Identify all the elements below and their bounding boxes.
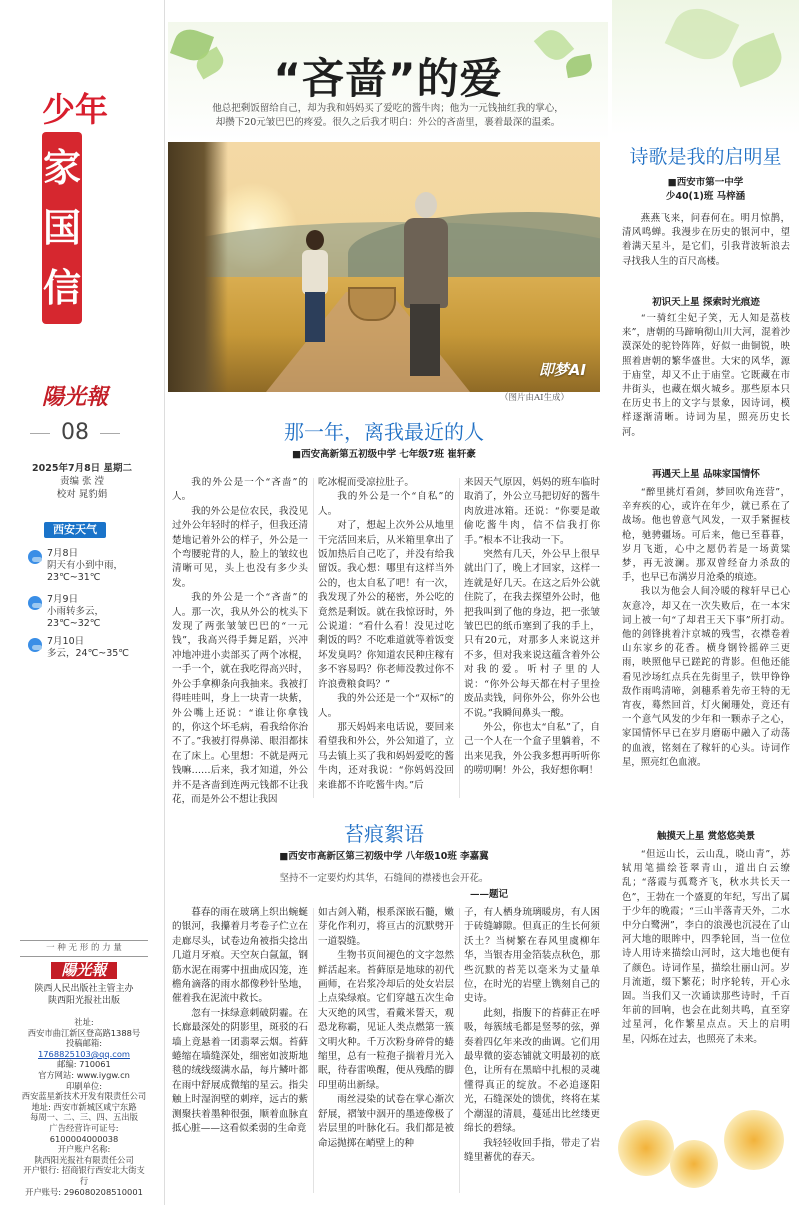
footer-sponsor-1: 陕西人民出版社主管主办: [34, 984, 134, 994]
article1-subhead: [188, 102, 588, 130]
weather-temp: 23℃~32℃: [47, 618, 101, 629]
footer-website-link[interactable]: 官方网站: www.iygw.cn: [38, 1069, 130, 1080]
paragraph: 如古剑入鞘，根系深嵌石髓，嫩芽化作利刃，将亘古的沉默劈开一道裂缝。: [318, 907, 454, 947]
paragraph: “但远山长，云山乱，晓山青”，苏轼用笔描绘苍翠青山，道出白云缭乱；“落霞与孤鹜齐飞，秋水共长天一色”，王勃在一个盛夏的年纪，写出了属于少年的晚霞；“三山半落青天外，二水中分白鹭洲”，李白的浪漫也沉浸在了山河大地的眼眸中，四季轮回，当一位位诗人用诗来描绘山河时，这大地也便有了颜色。诗词作星，描绘壮丽山河。岁月流逝，缀下繁花；时序轮转，开心永固。当我们又一次诵读那些诗时，千百年前的回响，也会在此刻共鸣，直至穿过星河，化作繁星点点。天上的启明星，闪烁在过去，也照亮了未来。: [622, 849, 790, 1045]
footer-line: 投稿邮箱:: [66, 1038, 102, 1049]
article3-section2: [622, 486, 790, 820]
article3-intro: [622, 212, 790, 286]
issue-info: [22, 462, 142, 501]
cloud-rain-icon: [28, 550, 42, 564]
issue-date: 2025年7月8日 星期二: [32, 463, 132, 474]
article1-column-1: [172, 476, 308, 806]
article3-byline: [612, 176, 799, 204]
weather-day: [28, 594, 148, 630]
paragraph: 雨丝浸染的试卷在掌心渐次舒展，褶皱中洇开的墨迹像极了岩层里的叶脉化石。我们都是被命运抛掷在峭壁上的种: [318, 1094, 454, 1149]
subhead-line: 他总把剩饭留给自己，却为我和妈妈买了爱吃的酱牛肉；他为一元钱抽红我的掌心，: [212, 103, 564, 114]
paper-logo: 陽光報: [42, 384, 109, 410]
flower-decoration: [670, 1140, 718, 1188]
subhead-line: 却攒下20元皱巴巴的疼爱。很久之后我才明白：外公的吝啬里，裹着最深的温柔。: [215, 117, 561, 128]
paragraph: 忽有一抹绿意刺破阴霾。在长廊最深处的阴影里，斑驳的石墙上竟悬着一团翡翠云烟。苔藓蜷缩在墙缝深处，细密如波斯地毯的绒线缀满水晶，每片鳞叶都在雨中舒展成微缩的星云。指尖触上时湿润壁的刺痒，远古的紫测聚扶着墨种很强，顺着血脉直抵心脏——这看似柔弱的生命竟: [172, 1007, 308, 1135]
column-divider: [459, 478, 460, 798]
footer-line: 社址:: [74, 1017, 94, 1027]
article3-section1-title: 初识天上星 探索时光痕迹: [652, 297, 760, 308]
photo-caption: （图片由AI生成）: [500, 393, 569, 403]
article2-title: 苔痕絮语: [344, 822, 424, 846]
paragraph: 我轻轻收回手指，带走了岩缝里蓄优的春天。: [464, 1137, 600, 1163]
weather-date: 7月10日: [47, 636, 85, 647]
paragraph: 我的外公是一个“自私”的人。: [318, 491, 454, 517]
paragraph: 吃冰棍而受凉拉肚子。: [318, 477, 414, 488]
footer-logo: 陽光報: [51, 962, 116, 979]
footer-line: 开户银行: 招商银行西安北大街支行: [23, 1165, 145, 1186]
flower-decoration: [618, 1120, 674, 1176]
paragraph: 生物书页间褪色的文字忽然鲜活起来。苔藓原是地球的初代画师，在岩浆冷却后的处女岩层上点染绿痕。它们穿越五次生命大灭绝的风雪，看戴米誓天，观恐龙称霸，见证人类点燃第一簇文明火种。千万次粉身碎骨的蜷缩里，总有一粒孢子揣着月光入眠，待春雷唤醒，便从残酷的脚印里萌出新绿。: [318, 950, 454, 1091]
weather-desc: 阴天有小到中雨，: [47, 560, 124, 571]
weather-date: 7月9日: [47, 594, 79, 605]
publisher-info: [20, 940, 148, 1197]
weather-date: 7月8日: [47, 548, 79, 559]
byline-class: 少40(1)班 马梓涵: [665, 191, 746, 202]
paragraph: 我的外公是一个“吝啬”的人。: [172, 477, 308, 503]
footer-line: 开户账号: 296080208510001: [25, 1186, 143, 1197]
article1-photo: [168, 142, 600, 392]
article2-byline: ■西安市高新区第三初级中学 八年级10班 李嘉冀: [279, 851, 489, 862]
footer-lines: [20, 1017, 148, 1197]
article2-column-3: [464, 906, 600, 1196]
paragraph: 我的外公是位农民，我没见过外公年轻时的样子，但我还清楚地记着外公的样子，外公是一个弯腰驼背的人，脸上的皱纹也清晰可见，头上也没有多少头发。: [172, 505, 308, 589]
article1-byline: ■西安高新第五初级中学 七年级7班 崔轩豪: [292, 449, 476, 460]
weather-day: [28, 636, 148, 660]
basket: [348, 287, 396, 321]
paragraph: 燕燕飞来，问春何在。明月惊鹊，清风鸣蝉。我漫步在历史的银河中，望着满天星斗，是它们，引我背波斩浪去寻找我人生的百尺高楼。: [622, 213, 790, 267]
weather-temp: 23℃~31℃: [47, 572, 101, 583]
footer-line: 西安市曲江新区登高路1388号: [27, 1027, 141, 1038]
grandfather-figure: [398, 192, 453, 382]
byline-school: ■西安市第一中学: [667, 177, 744, 188]
weather-desc: 小雨转多云，: [47, 606, 105, 617]
paragraph: 外公，你也太“自私”了，自己一个人在一个盒子里躺着，不出来见我，外公我多想再听听你的唠叨啊！外公，我好想你啊！: [464, 721, 600, 777]
paragraph: “一骑红尘妃子笑，无人知是荔枝来”，唐朝的马蹄响彻山川大河，混着沙漠深处的驼铃阵阵，好似一曲铜锐，映照着唐朝的繁华盛世。大宋的风华，源于庙堂，却又不止于庙堂。它既藏在市井街头，也藏在烟火城乡。那些原本只在历史书上的文字与景象，因诗词，模样逐渐清晰。诗词为星，照亮历史长河。: [622, 313, 790, 438]
footer-line: 开户账户名称:: [57, 1144, 111, 1155]
paragraph: 那天妈妈来电话说，要回来看望我和外公，外公知道了，立马去镇上买了我和妈妈爱吃的酱牛肉，还对我说：“你妈妈没回来谁都不许吃酱牛肉。”后: [318, 721, 454, 791]
paragraph: 此刻，指腹下的苔藓正在呼吸，每簇绒毛都是竖琴的弦，弹奏着四亿年来改的曲调。它们用最卑微的姿态铺就文明最初的底色，让所有在黑暗中扎根的灵魂懂得真正的绽放。不必追逐阳光，石缝深处的馈优，终将在某个潮湿的清晨，蔓延出比丝缕更绵长的碧绿。: [464, 1007, 600, 1135]
article1-column-2: [318, 476, 454, 806]
masthead-line2: 家国信: [42, 132, 82, 324]
section-masthead: [42, 92, 134, 324]
article1-column-3: [464, 476, 600, 806]
right-column: [612, 0, 799, 1205]
page-number: 08: [30, 420, 120, 445]
article2-epigraph-source: ——题记: [470, 889, 509, 900]
weather-desc: 多云，24℃~35℃: [47, 648, 129, 659]
column-divider: [313, 478, 314, 798]
article3-section3: [622, 848, 790, 1078]
issue-editors: 责编 张 滢: [59, 476, 105, 487]
footer-line: 地址: 西安市新城区咸宁东路: [31, 1101, 137, 1112]
issue-proofreader: 校对 晁豹娟: [56, 489, 108, 500]
footer-slogan: 一 种 无 形 的 力 量: [20, 940, 148, 957]
article3-section2-title: 再遇天上星 品味家国情怀: [652, 469, 760, 480]
flower-decoration: [724, 1110, 784, 1170]
article3-title: 诗歌是我的启明星: [629, 146, 782, 168]
article-banner: [168, 22, 608, 142]
footer-line: 邮编: 710061: [57, 1059, 111, 1070]
footer-line: 陕西阳光报社有限责任公司: [34, 1154, 134, 1165]
footer-line: 西安蓝星新技术开发有限责任公司: [21, 1091, 147, 1102]
weather-day: [28, 548, 148, 584]
article3-section1: [622, 312, 790, 458]
ai-watermark: 即梦AI: [538, 361, 586, 379]
masthead-line1: 少年: [42, 90, 108, 129]
paragraph: 突然有几天，外公早上很早就出门了，晚上才回家，这样一连就是好几天。在这之后外公就住院了，在我去探望外公时，他把我叫到了他的身边，把一张皱皱巴巴的纸币塞到了我的手上，只有20元，对那多人来说这并不多，但对我来说这蕴含着外公对我的爱。听村子里的人说：“你外公每天都在村子里捡废品卖钱，问你外公，你外公也不说。”我瞬间鼻头一酸。: [464, 549, 600, 719]
article3-section3-title: 触摸天上星 赏悠悠美景: [656, 831, 756, 842]
article2-column-1: [172, 906, 308, 1196]
column-divider: [459, 908, 460, 1193]
article1-title: 那一年，离我最近的人: [284, 420, 484, 444]
paragraph: 来因天气原因，妈妈的班车临时取消了，外公立马把切好的酱牛肉放进冰箱。还说：“你要是敢偷吃酱牛肉，信不信我打你手。”根本不让我动一下。: [464, 477, 600, 546]
article1-headline: “吝啬”的爱: [273, 54, 503, 103]
footer-email-link[interactable]: 1768825103@qq.com: [38, 1048, 130, 1059]
footer-line: 印刷单位:: [66, 1080, 102, 1091]
tree: [168, 142, 228, 392]
paragraph: 我以为他会人间冷暖的稼轩早已心灰意冷，却又在一次失败后，在一本宋词上被一句“了却君王天下事”所打动。他的剑锋挑着汴京城的残雪，衣襟卷着山东家乡的花香。横身钢铃摇碎三更雨，映照他早已蹉跎的背影。但他还能看见沙场红点兵在先街里子，铁甲铮铮敌作雨鸣清啼，剑穗系着先帝王特的无宵夜，蓦然回首，灯火阑珊处，竟还有一个意气风发的少年和一颗赤子之心，家国情怀早已在岁月磨砺中融入了动荡的血液，铭刻在了稼轩的心头。诗词作星，照亮红色血液。: [622, 586, 790, 768]
paragraph: 我的外公还是一个“双标”的人。: [318, 693, 454, 719]
column-divider: [313, 908, 314, 1193]
left-sidebar: [0, 0, 165, 1205]
cloud-rain-icon: [28, 596, 42, 610]
cloud-icon: [28, 638, 42, 652]
weather-title: 西安天气: [44, 522, 106, 538]
paragraph: 我的外公是一个“吝啬”的人。那一次，我从外公的枕头下发现了两张皱皱巴巴的“一元钱”，我高兴得手舞足蹈，兴冲冲地冲进小卖部买了两个冰棍，一手一个，就在我吃得高兴时，外公手拿柳条向我抽来。我被打得哇哇叫，身上一块青一块紫，外公嘴上还说：“谁让你拿钱的，你这个坏毛病，看我给你治不了。”我被打得鼻涕、眼泪都抹在了床上。心里想：不就是两元钱嘛……后来，我才知道，外公并不是吝啬到连两元钱都不让我花，而是外公不想让我因: [172, 592, 308, 805]
footer-line: 6100004000038: [49, 1133, 119, 1144]
footer-sponsor-2: 陕西阳光报社出版: [47, 996, 120, 1006]
paragraph: 暮春的雨在玻璃上织出蜿蜒的银河，我攥着月考卷子伫立在走廊尽头，试卷边角被指尖捻出几道月牙痕。天空灰白氤氲，钢筋水泥在雨雾中扭曲成囚笼，连檐角滴落的雨水都像秒针坠地，催着我在泥流中救长。: [172, 907, 308, 1005]
paragraph: 子，有人栖身琉璃暖房，有人困于砖缝罅隙。但真正的生长何须沃土？当树繁在春风里虞柳年华，当银杏用金箔装点秋色，那些沉默的苔芜以毫米为丈量单位，在时光的岩壁上镌刻自己的史诗。: [464, 907, 600, 1005]
footer-line: 广告经营许可证号:: [49, 1122, 119, 1133]
article2-epigraph: 坚持不一定要灼灼其华，石缝间的襟褛也会开花。: [279, 873, 489, 884]
footer-line: 每周一、二、三、四、五出版: [30, 1112, 138, 1123]
paragraph: 对了，想起上次外公从地里干完活回来后，从米箱里拿出了饭加热后自己吃了，并没有给我留饭。我心想：哪里有这样当外公的，也太自私了吧！有一次，我发现了外公的秘密，外公吃的竟然是剩饭。就在我惊讶时，外公说道：“看什么看！没见过吃剩饭的吗？不吃难道就等着饭变坏发臭吗？你知道农民种庄稼有多不容易吗？你老师没教过你不许浪费粮食吗？”: [318, 520, 454, 690]
paragraph: “醉里挑灯看剑，梦回吹角连营”，辛弃疾的心，或许在年少，就已系在了战场。他也曾意气风发，一双手紧握枝枪，驰骋疆场。可后来，他已至暮暮，岁月飞逝，心中之愿仍若是一场黄粱梦，再无波澜。那双曾经奋力杀敌的手，也早已布满岁月沧桑的痕迹。: [622, 487, 790, 584]
boy-figure: [300, 230, 330, 350]
article2-column-2: [318, 906, 454, 1196]
